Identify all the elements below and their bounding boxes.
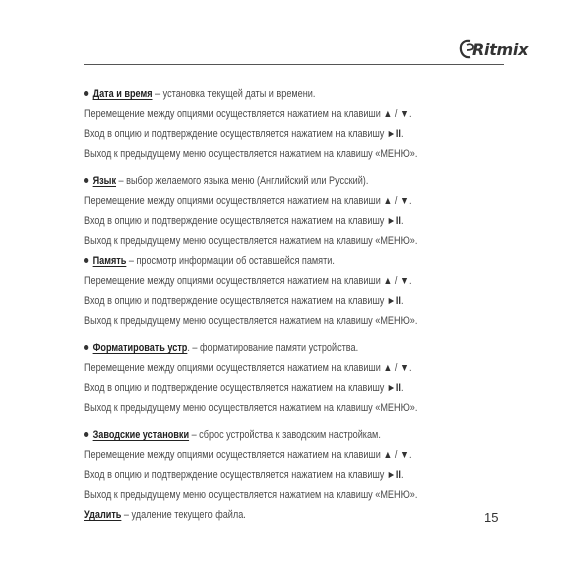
- nav-text: Перемещение между опциями осуществляется нажатием на клавиши: [84, 362, 384, 374]
- up-arrow-icon: ▲: [383, 275, 393, 287]
- section-title: Язык: [92, 175, 117, 187]
- section-desc: . – форматирование памяти устройства.: [187, 342, 359, 354]
- bullet-icon: [84, 178, 88, 183]
- enter-instruction: Вход в опцию и подтверждение осуществляется нажатием на клавишу ►II.: [84, 128, 404, 140]
- slash-text: /: [392, 362, 400, 374]
- section-desc: – сброс устройства к заводским настройкам.: [189, 429, 381, 441]
- enter-text: Вход в опцию и подтверждение осуществляется нажатием на клавишу: [84, 215, 387, 227]
- exit-instruction: Выход к предыдущему меню осуществляется нажатием на клавишу «МЕНЮ».: [84, 489, 418, 501]
- manual-content: [84, 84, 514, 525]
- play-pause-icon: ►II: [386, 128, 401, 140]
- down-arrow-icon: ▼: [399, 275, 410, 287]
- slash-text: /: [392, 449, 400, 461]
- exit-instruction: Выход к предыдущему меню осуществляется нажатием на клавишу «МЕНЮ».: [84, 315, 418, 327]
- enter-text: Вход в опцию и подтверждение осуществляется нажатием на клавишу: [84, 128, 387, 140]
- section-heading: [84, 84, 514, 104]
- enter-instruction: Вход в опцию и подтверждение осуществляется нажатием на клавишу ►II.: [84, 469, 404, 481]
- slash-text: /: [392, 108, 400, 120]
- exit-instruction: Выход к предыдущему меню осуществляется нажатием на клавишу «МЕНЮ».: [84, 235, 418, 247]
- bullet-icon: [84, 258, 88, 263]
- up-arrow-icon: ▲: [383, 362, 393, 374]
- nav-text: Перемещение между опциями осуществляется нажатием на клавиши: [84, 195, 384, 207]
- nav-instruction: Перемещение между опциями осуществляется нажатием на клавиши ▲ / ▼.: [84, 449, 412, 461]
- exit-instruction: Выход к предыдущему меню осуществляется нажатием на клавишу «МЕНЮ».: [84, 402, 418, 414]
- enter-instruction: Вход в опцию и подтверждение осуществляется нажатием на клавишу ►II.: [84, 215, 404, 227]
- up-arrow-icon: ▲: [383, 108, 393, 120]
- section-heading: [84, 505, 514, 525]
- enter-instruction: Вход в опцию и подтверждение осуществляется нажатием на клавишу ►II.: [84, 295, 404, 307]
- section-desc: – удаление текущего файла.: [121, 509, 246, 521]
- nav-instruction: Перемещение между опциями осуществляется нажатием на клавиши ▲ / ▼.: [84, 362, 412, 374]
- down-arrow-icon: ▼: [399, 449, 410, 461]
- enter-text: Вход в опцию и подтверждение осуществляется нажатием на клавишу: [84, 469, 387, 481]
- play-pause-icon: ►II: [386, 469, 401, 481]
- bullet-icon: [84, 345, 88, 350]
- nav-text: Перемещение между опциями осуществляется нажатием на клавиши: [84, 275, 384, 287]
- slash-text: /: [392, 195, 400, 207]
- bullet-icon: [84, 432, 88, 437]
- bullet-icon: [84, 91, 88, 96]
- play-pause-icon: ►II: [386, 295, 401, 307]
- brand-logo: [458, 38, 528, 60]
- enter-text: Вход в опцию и подтверждение осуществляется нажатием на клавишу: [84, 382, 387, 394]
- play-pause-icon: ►II: [386, 215, 401, 227]
- section-title: Память: [92, 255, 127, 267]
- exit-instruction: Выход к предыдущему меню осуществляется нажатием на клавишу «МЕНЮ».: [84, 148, 418, 160]
- play-pause-icon: ►II: [386, 382, 401, 394]
- nav-instruction: Перемещение между опциями осуществляется нажатием на клавиши ▲ / ▼.: [84, 108, 412, 120]
- slash-text: /: [392, 275, 400, 287]
- page-number: 15: [484, 510, 499, 525]
- section-heading: [84, 251, 514, 271]
- header-divider: [84, 64, 504, 65]
- section-heading: [84, 338, 514, 358]
- down-arrow-icon: ▼: [399, 195, 410, 207]
- nav-instruction: Перемещение между опциями осуществляется нажатием на клавиши ▲ / ▼.: [84, 275, 412, 287]
- nav-instruction: Перемещение между опциями осуществляется нажатием на клавиши ▲ / ▼.: [84, 195, 412, 207]
- enter-text: Вход в опцию и подтверждение осуществляется нажатием на клавишу: [84, 295, 387, 307]
- up-arrow-icon: ▲: [383, 449, 393, 461]
- down-arrow-icon: ▼: [399, 362, 410, 374]
- section-heading: [84, 425, 514, 445]
- section-heading: [84, 171, 514, 191]
- section-title: Форматировать устр: [92, 342, 188, 354]
- section-desc: – просмотр информации об оставшейся памяти.: [126, 255, 335, 267]
- section-title: Дата и время: [92, 88, 153, 100]
- section-desc: – установка текущей даты и времени.: [152, 88, 316, 100]
- section-desc: – выбор желаемого языка меню (Английский или Русский).: [116, 175, 369, 187]
- enter-instruction: Вход в опцию и подтверждение осуществляется нажатием на клавишу ►II.: [84, 382, 404, 394]
- section-title: Заводские установки: [92, 429, 190, 441]
- nav-text: Перемещение между опциями осуществляется нажатием на клавиши: [84, 108, 384, 120]
- section-title: Удалить: [84, 509, 122, 521]
- logo-text: Ritmix: [472, 39, 529, 59]
- up-arrow-icon: ▲: [383, 195, 393, 207]
- nav-text: Перемещение между опциями осуществляется нажатием на клавиши: [84, 449, 384, 461]
- down-arrow-icon: ▼: [399, 108, 410, 120]
